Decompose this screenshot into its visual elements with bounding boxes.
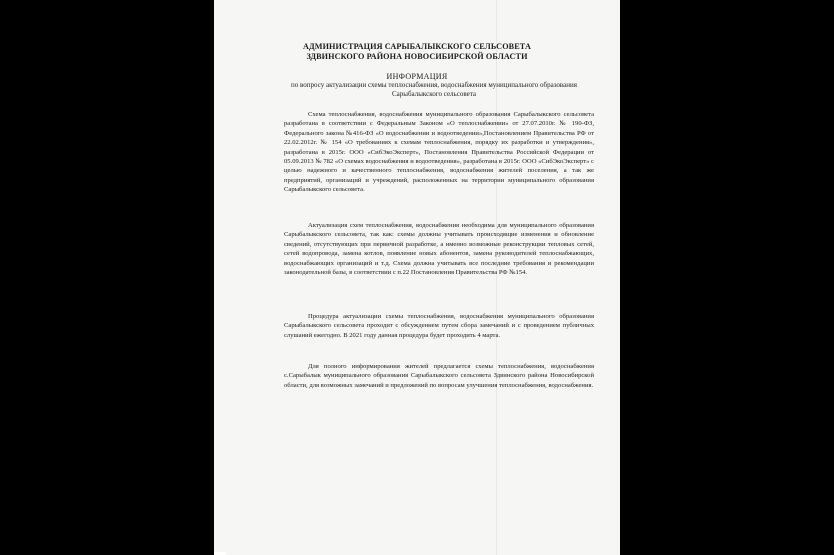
- paragraph-public-info: Для полного информирования жителей предлагается схемы теплоснабжения, водоснабжения с.Сарыбалык муниципального образования Сарыбалыкского сельсовета Здвинского района Новосибирской области, для возможных замечаний и предложений по вопросам улучшения теплоснабжения, водоснабжения.: [284, 363, 594, 389]
- document-info-title: ИНФОРМАЦИЯ: [386, 72, 448, 81]
- document-heading-line2: ЗДВИНСКОГО РАЙОНА НОВОСИБИРСКОЙ ОБЛАСТИ: [306, 52, 528, 61]
- document-subtitle: по вопросу актуализации схемы теплоснабжения, водоснабжения муниципального образования Сарыбалыкского сельсовета: [291, 81, 577, 98]
- paragraph-scheme-basis: Схема теплоснабжения, водоснабжения муниципального образования Сарыбалыкского сельсовета разработана в соответствии с Федеральным Законом «О теплоснабжении» от 27.07.2010г. № 190-ФЗ, Федерального закона №416-ФЗ «О водоснабжении и водоотведении»,Постановлением Правительства РФ от 22.02.2012г. № 154 «О требованиях к схемам теплоснабжения, порядку их разработки и утверждения», разработана в 2015г. ООО «СибЭкоЭксперт», Постановления Правительства Российской Федерации от 05.09.2013 № 782 «О схемах водоснабжения и водоотведения», разработана в 2015г. ООО «СибЭкоЭксперт» с целью надежного и качественного теплоснабжения, водоснабжения жителей поселения, а так же предприятий, организаций и учреждений, расположенных на территории муниципального образования Сарыбалыкского сельсовета.: [284, 111, 594, 194]
- document-heading-line1: АДМИНИСТРАЦИЯ САРЫБАЛЫКСКОГО СЕЛЬСОВЕТА: [303, 42, 531, 51]
- document-page: [214, 0, 620, 555]
- paragraph-update-procedure: Процедура актуализации схемы теплоснабжения, водоснабжения муниципального образования Сарыбалыкского сельсовета проходит с обсуждением путем сбора замечаний и с проведением публичных слушаний ежегодно. В 2021 году данная процедура будет проходить 4 марта.: [284, 313, 594, 339]
- paragraph-update-need: Актуализация схем теплоснабжения, водоснабжения необходима для муниципального образования Сарыбалыкского сельсовета, так как: схемы должны учитывать происходящие изменения и обновление сведений, отсутствующих при первичной разработке, а именно возможные реконструкции тепловых сетей, сетей водопровода, замена котлов, появление новых абонентов, замена руководителей теплоснабжающих, водоснабжающих организаций и т.д. Схема должна учитывать все последние требования и рекомендации законодательной базы, в соответствии с п.22 Постановления Правительства РФ №154.: [284, 222, 594, 277]
